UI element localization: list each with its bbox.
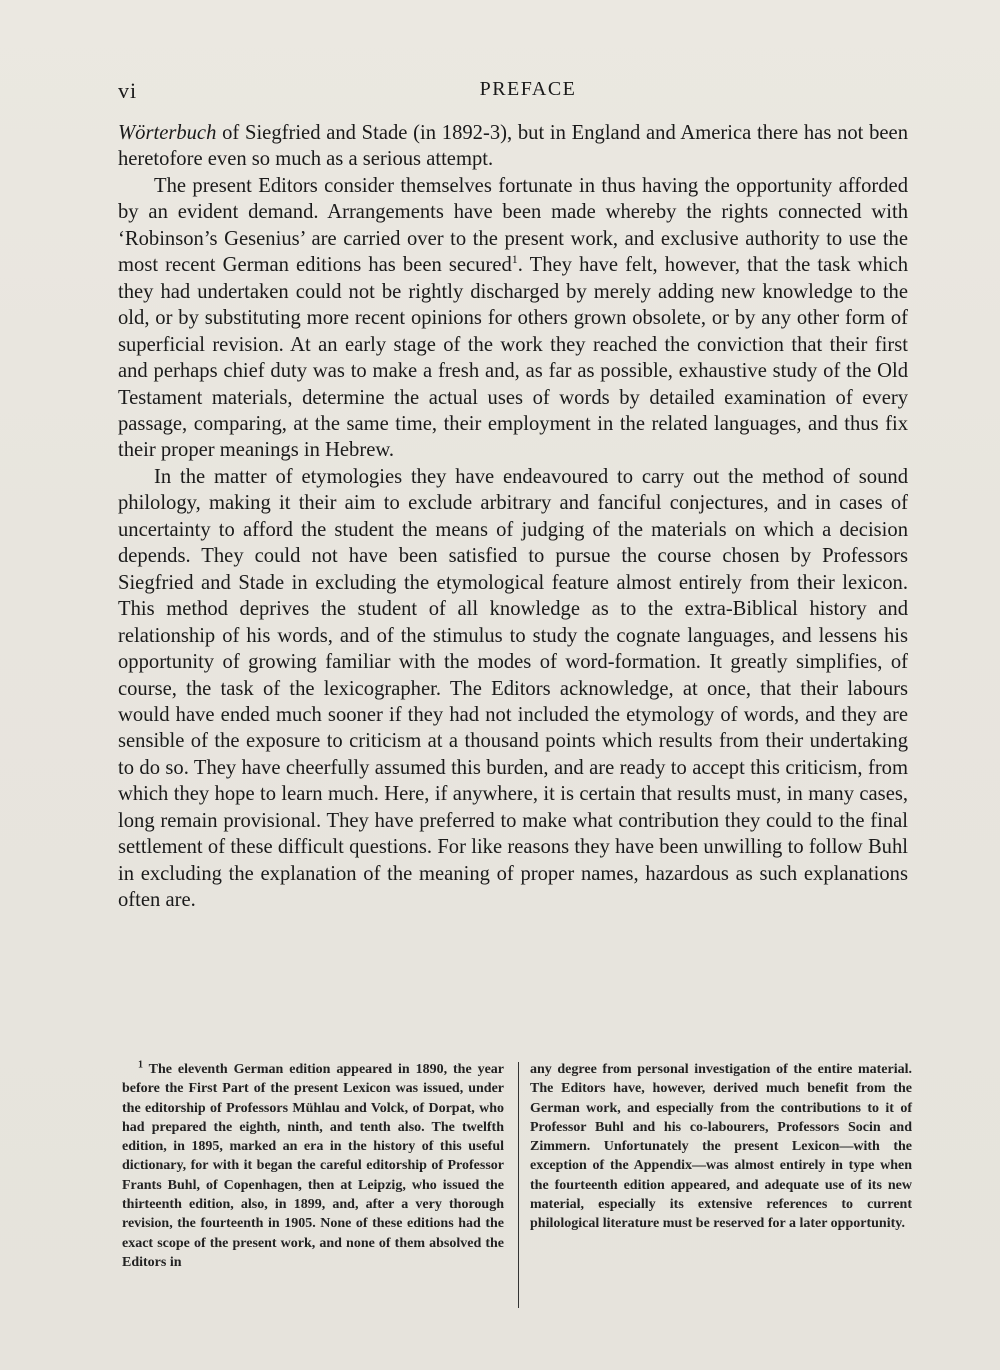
footnote-reference[interactable]: 1 (511, 252, 518, 267)
paragraph-3 (118, 464, 908, 914)
footnote-number: 1 (138, 1059, 143, 1071)
paragraph-3-text: In the matter of etymologies they have endeavoured to carry out the method of sound philology, making it their aim to exclude arbitrary and fanciful conjectures, and in cases of uncertainty to afford the student the means of judging of the materials on which a decision depends. They could not have been satisfied to pursue the course chosen by Professors Siegfried and Stade in excluding the etymological feature almost entirely from their lexicon. This method deprives the student of all knowledge as to the extra-Biblical history and relationship of his words, and of the stimulus to study the cognate languages, and lessens his opportunity of growing familiar with the modes of word-formation. It greatly simplifies, of course, the task of the lexicographer. The Editors acknowledge, at once, that their labours would have ended much sooner if they had not included the etymology of words, and they are sensible of the exposure to criticism at a thousand points which results from their undertaking to do so. They have cheerfully assumed this burden, and are ready to accept this criticism, from which they hope to learn much. Here, if anywhere, it is certain that results must, in many cases, long remain provisional. They have preferred to make what contribution they could to the final settlement of these difficult questions. For like reasons they have been unwilling to follow Buhl in excluding the explanation of the meaning of proper names, hazardous as such explanations often are. (118, 465, 908, 912)
footnote-area (122, 1060, 918, 1320)
footnote-left-text: The eleventh German edition appeared in 1890, the year before the First Part of the present Lexicon was issued, under the editorship of Professors Mühlau and Volck, of Dorpat, who had prepared the eighth, ninth, and tenth also. The twelfth edition, in 1895, marked an era in the history of this useful dictionary, for with it began the careful editorship of Professor Frants Buhl, of Copenhagen, then at Leipzig, who issued the thirteenth edition, also, in 1899, and, after a very thorough revision, the fourteenth in 1905. None of these editions had the exact scope of the present work, and none of them absolved the Editors in (122, 1062, 505, 1270)
footnote-left-column (122, 1060, 504, 1272)
footnote-right-text: any degree from personal investigation of the entire material. The Editors have, however, derived much benefit from the German work, and especially from the contributions to it of Professor Buhl and his co-labourers, Professors Socin and Zimmern. Unfortunately the present Lexicon—with the exception of the Appendix—was almost entirely in type when the fourteenth edition appeared, and adequate use of its new material, especially its extensive references to current philological literature must be reserved for a later opportunity. (530, 1062, 912, 1232)
paragraph-2-text-b: . They have felt, however, that the task which they had undertaken could not be rightly discharged by merely adding new knowledge to the old, or by substituting more recent opinions for others grown obsolete, or by any other form of superficial revision. At an early stage of the work they reached the conviction that their first and perhaps chief duty was to make a fresh and, as far as possible, exhaustive study of the Old Testament materials, determine the actual uses of words by detailed examination of every passage, comparing, at the same time, their employment in the related languages, and thus fix their proper meanings in Hebrew. (118, 254, 908, 462)
italic-title: Wörterbuch (118, 122, 217, 144)
paragraph-1-text: of Siegfried and Stade (in 1892-3), but in England and America there has not been heretofore even so much as a serious attempt. (118, 122, 908, 171)
column-divider (518, 1062, 519, 1308)
running-head (118, 78, 908, 106)
page-title: PREFACE (479, 78, 577, 100)
page-number: vi (118, 78, 138, 103)
main-text (118, 120, 908, 914)
footnote-right-column (530, 1060, 912, 1234)
paragraph-1 (118, 120, 908, 173)
paragraph-2-text-a: The present Editors consider themselves fortunate in thus having the opportunity afforded by an evident demand. Arrangements have been made whereby the rights connected with ‘Robinson’s Gesenius’ are carried over to the present work, and exclusive authority to use the most recent German editions has been secured (118, 174, 908, 277)
paragraph-2 (118, 173, 908, 464)
